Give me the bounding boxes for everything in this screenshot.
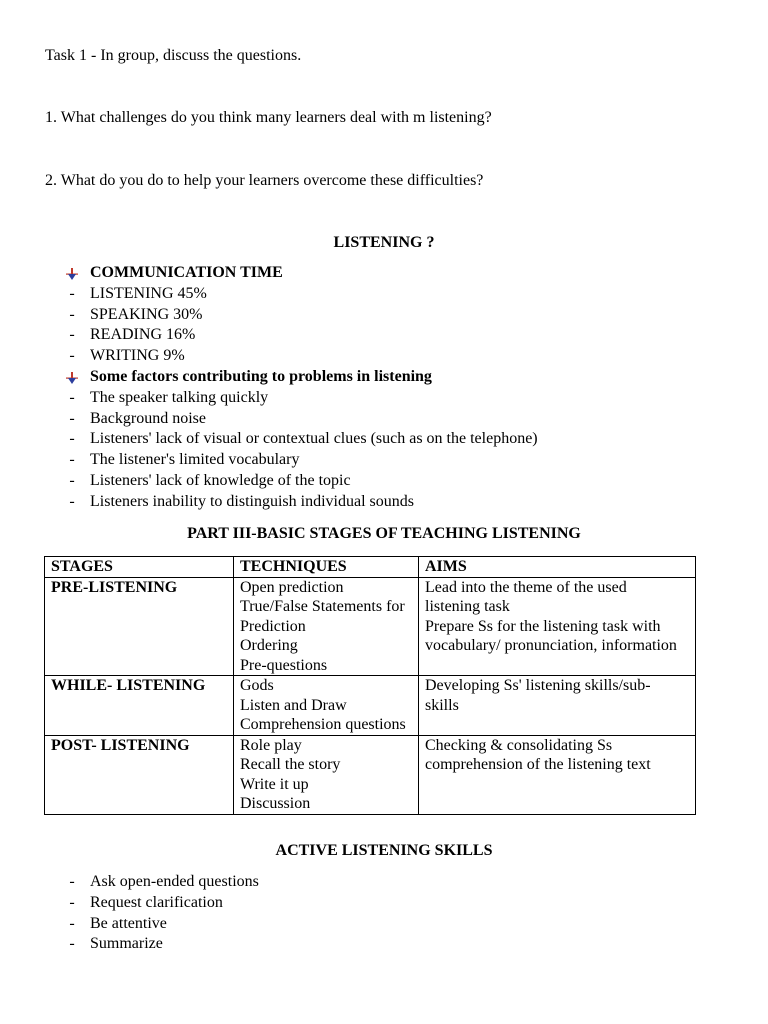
- task-title: Task 1 - In group, discuss the questions.: [45, 47, 302, 64]
- aim-line: listening task: [425, 598, 510, 615]
- dash-marker: -: [69, 347, 75, 365]
- active-skills-list: [45, 872, 259, 955]
- list-item-text: Listeners' lack of visual or contextual clues (such as on the telephone): [90, 430, 538, 448]
- list-item-text: Summarize: [90, 935, 163, 953]
- dash-marker: -: [69, 914, 75, 932]
- dash-marker: -: [69, 409, 75, 427]
- list-item-text: The listener's limited vocabulary: [90, 451, 300, 469]
- list-item: [45, 325, 538, 346]
- list-item-text: Background noise: [90, 409, 206, 427]
- list-item: [45, 429, 538, 450]
- list-item: [45, 305, 538, 326]
- technique-item: Write it up: [240, 775, 309, 793]
- list-item: [45, 893, 259, 914]
- list-item: [45, 471, 538, 492]
- technique-item: Prediction: [240, 617, 306, 635]
- stage-cell: PRE-LISTENING: [45, 577, 234, 676]
- list-item-text: READING 16%: [90, 326, 196, 344]
- table-row: [45, 735, 696, 814]
- aim-line: skills: [425, 696, 459, 714]
- dash-marker: -: [69, 893, 75, 911]
- technique-item: Ordering: [240, 637, 298, 654]
- stages-table: [44, 556, 696, 815]
- active-listening-heading: ACTIVE LISTENING SKILLS: [275, 842, 493, 859]
- technique-item: Pre-questions: [240, 656, 328, 674]
- dash-marker: -: [69, 471, 75, 489]
- technique-item: Recall the story: [240, 756, 341, 773]
- aims-cell: [419, 577, 696, 676]
- communication-title: COMMUNICATION TIME: [90, 264, 283, 281]
- dash-marker: -: [69, 451, 75, 469]
- aim-line: Developing Ss' listening skills/sub-: [425, 677, 651, 694]
- technique-item: Listen and Draw: [240, 696, 347, 714]
- list-item: [45, 872, 259, 893]
- column-header-aims: AIMS: [419, 557, 696, 578]
- dash-marker: -: [69, 284, 75, 302]
- technique-item: Role play: [240, 736, 302, 754]
- table-row: [45, 577, 696, 676]
- list-item: [45, 492, 538, 513]
- aim-line: Prepare Ss for the listening task with: [425, 617, 661, 635]
- technique-item: Discussion: [240, 795, 311, 812]
- listening-list: [45, 263, 538, 513]
- list-item: [45, 934, 259, 955]
- table-header-row: [45, 557, 696, 578]
- stage-cell: WHILE- LISTENING: [45, 676, 234, 736]
- listening-heading: LISTENING ?: [333, 234, 435, 251]
- aims-cell: [419, 735, 696, 814]
- aim-line: Checking & consolidating Ss: [425, 736, 613, 754]
- stage-cell: POST- LISTENING: [45, 735, 234, 814]
- list-item: [45, 409, 538, 430]
- techniques-cell: [234, 577, 419, 676]
- dash-marker: -: [69, 873, 75, 890]
- list-item-text: Be attentive: [90, 914, 167, 932]
- list-item: [45, 284, 538, 305]
- technique-item: Comprehension questions: [240, 716, 406, 733]
- list-item-text: Ask open-ended questions: [90, 873, 259, 890]
- factors-title: Some factors contributing to problems in listening: [90, 367, 432, 385]
- aim-line: comprehension of the listening text: [425, 756, 651, 773]
- dash-marker: -: [69, 430, 75, 448]
- list-item-factors-title: [45, 367, 538, 388]
- list-item-text: Listeners inability to distinguish individual sounds: [90, 492, 414, 510]
- down-arrow-bullet-icon: [66, 268, 78, 280]
- list-item: [45, 346, 538, 367]
- question-2: 2. What do you do to help your learners overcome these difficulties?: [45, 172, 484, 189]
- table-row: [45, 676, 696, 736]
- list-item-text: The speaker talking quickly: [90, 388, 269, 406]
- down-arrow-bullet-icon: [66, 372, 78, 384]
- column-header-techniques: TECHNIQUES: [234, 557, 419, 578]
- column-header-stages: STAGES: [45, 557, 234, 578]
- list-item: [45, 914, 259, 935]
- aim-line: Lead into the theme of the used: [425, 578, 627, 596]
- technique-item: Gods: [240, 677, 274, 694]
- list-item-text: Listeners' lack of knowledge of the topic: [90, 471, 351, 489]
- dash-marker: -: [69, 305, 75, 323]
- technique-item: True/False Statements for: [240, 598, 405, 615]
- list-item-text: Request clarification: [90, 893, 223, 911]
- dash-marker: -: [69, 492, 75, 510]
- dash-marker: -: [69, 326, 75, 344]
- part3-heading: PART III-BASIC STAGES OF TEACHING LISTENING: [187, 525, 581, 542]
- list-item-communication-title: [45, 263, 538, 284]
- question-1: 1. What challenges do you think many learners deal with m listening?: [45, 109, 492, 126]
- technique-item: Open prediction: [240, 578, 344, 596]
- list-item-text: LISTENING 45%: [90, 284, 207, 302]
- list-item-text: WRITING 9%: [90, 347, 185, 365]
- list-item: [45, 388, 538, 409]
- aims-cell: [419, 676, 696, 736]
- techniques-cell: [234, 735, 419, 814]
- aim-line: vocabulary/ pronunciation, information: [425, 637, 677, 654]
- dash-marker: -: [69, 388, 75, 406]
- dash-marker: -: [69, 935, 75, 953]
- list-item: [45, 450, 538, 471]
- list-item-text: SPEAKING 30%: [90, 305, 203, 323]
- techniques-cell: [234, 676, 419, 736]
